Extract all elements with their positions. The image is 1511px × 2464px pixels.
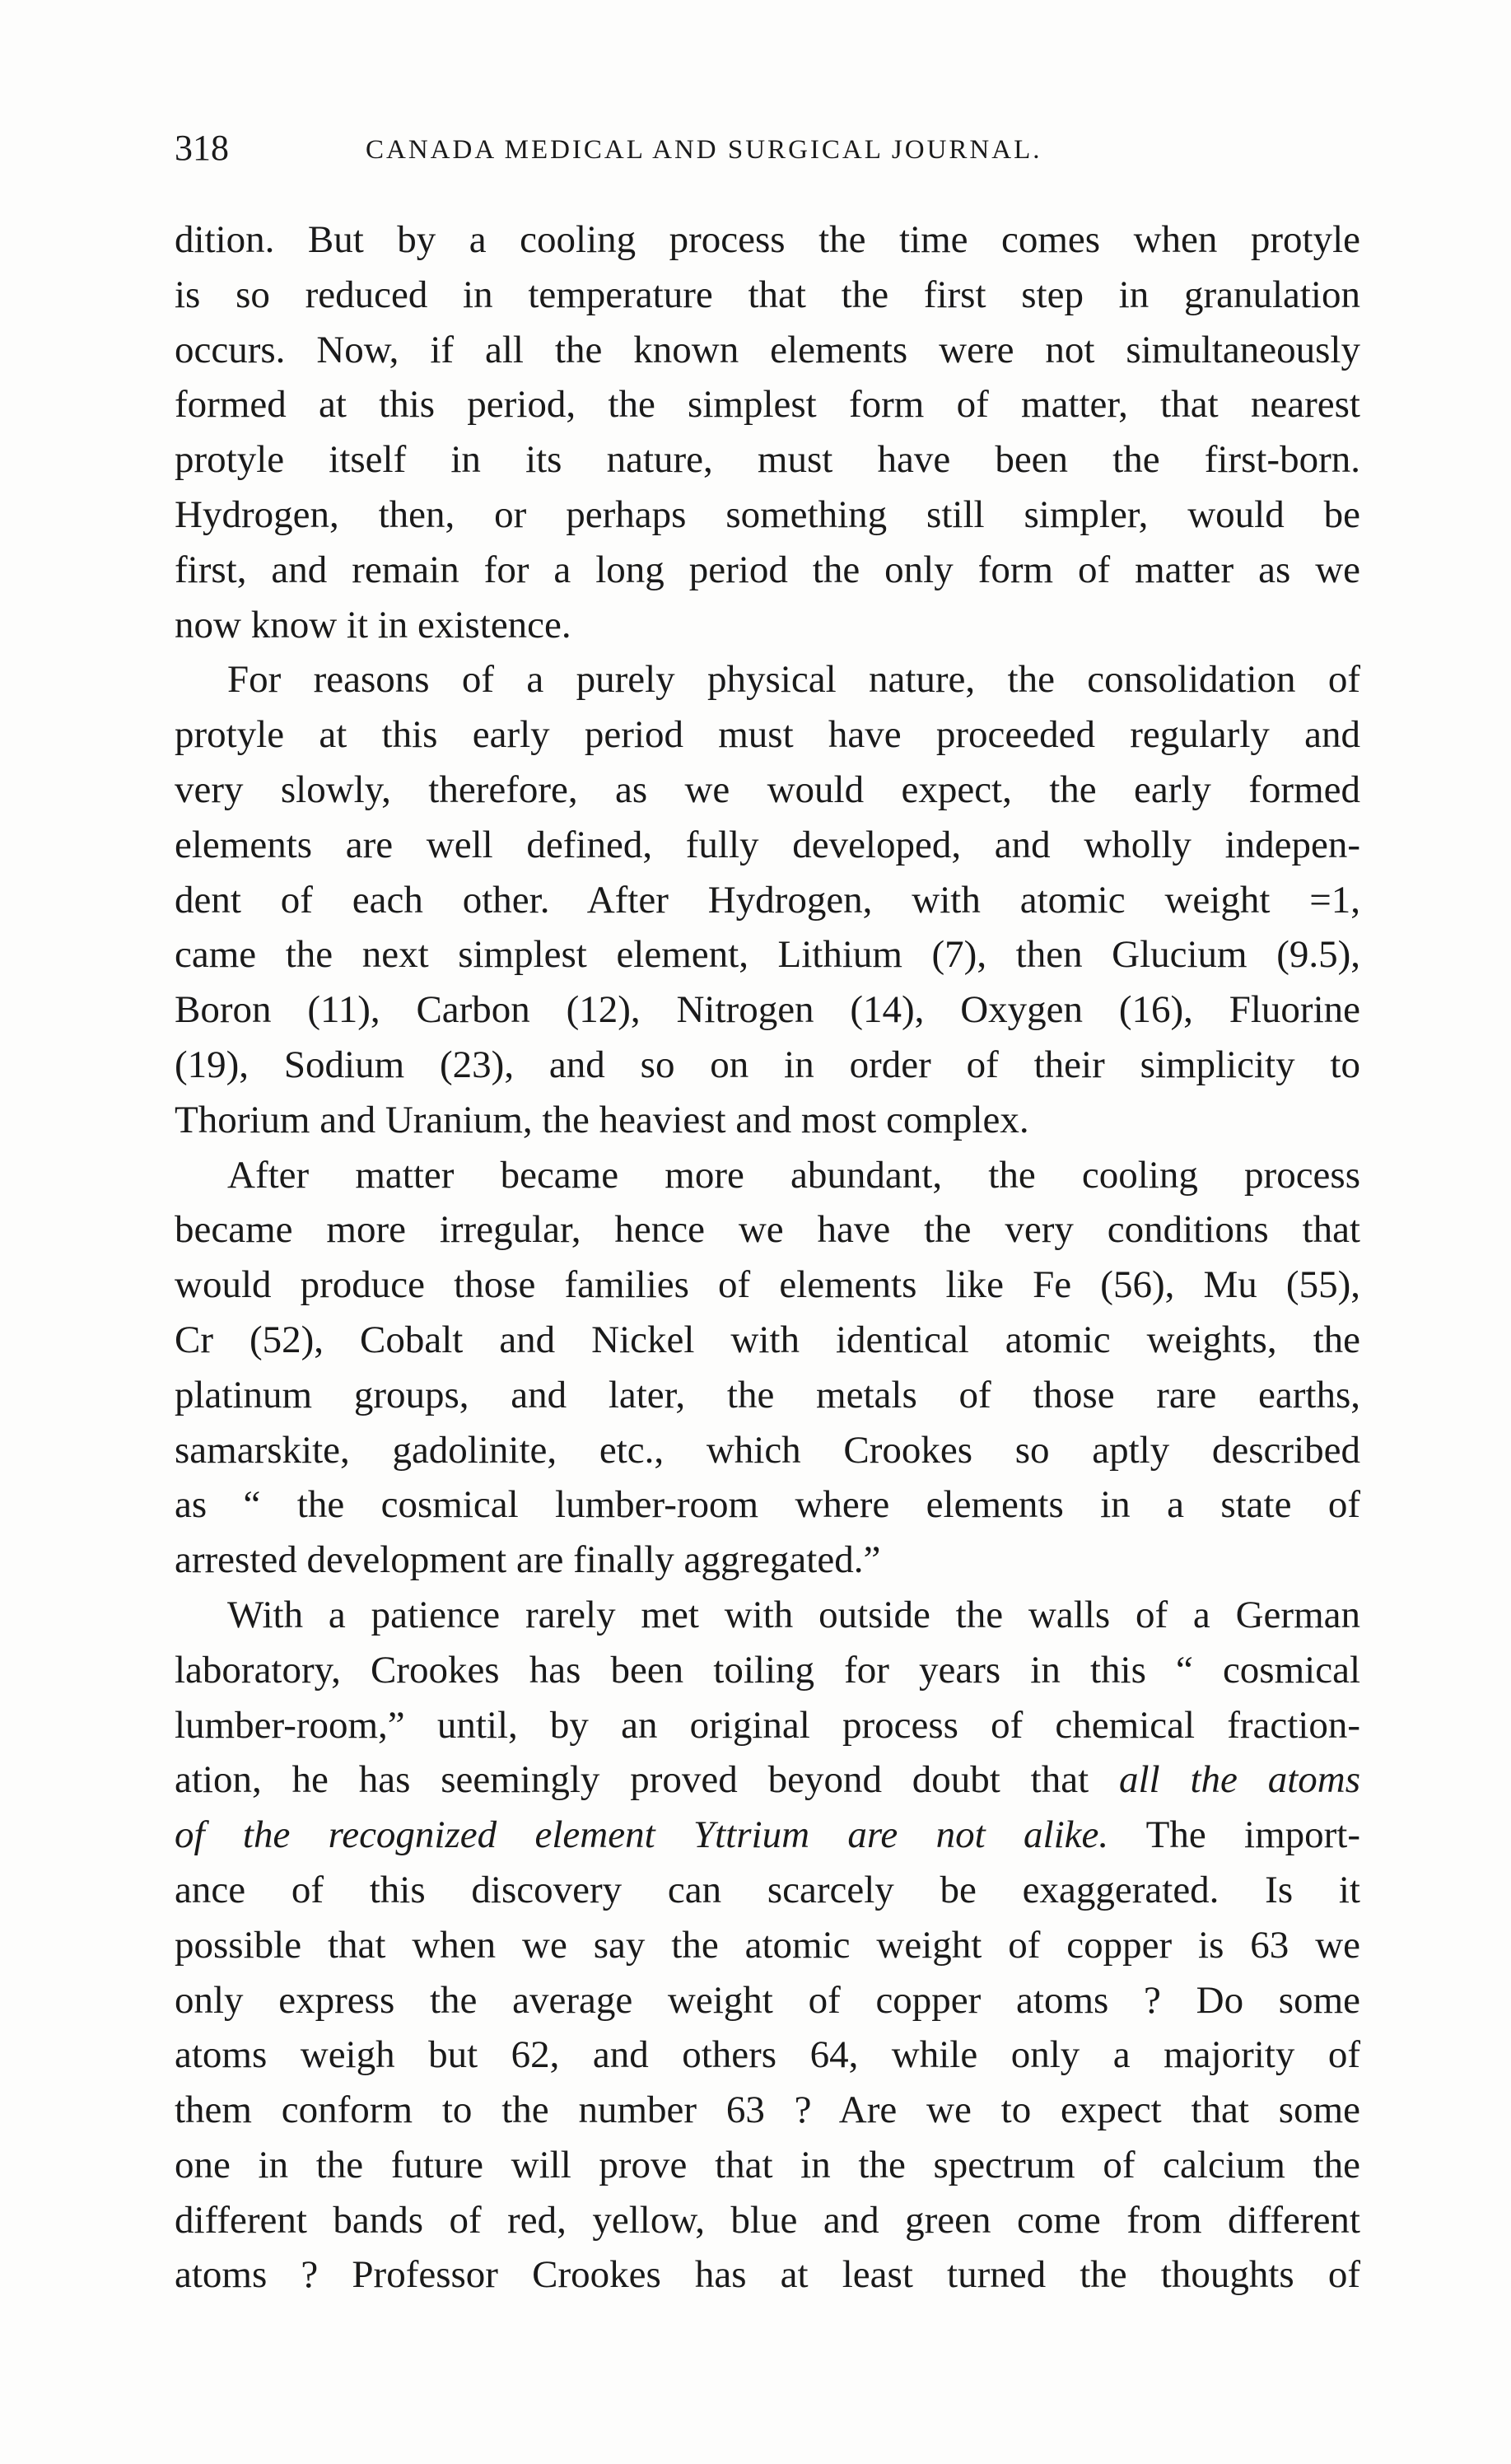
text-line <box>175 1808 1360 1863</box>
paragraph-start-line: After matter became more abundant, the cooling process <box>227 1153 1360 1197</box>
text-line: occurs. Now, if all the known elements were not simultaneously <box>175 328 1360 371</box>
text-line: one in the future will prove that in the spectrum of calcium the <box>175 2143 1360 2186</box>
running-head <box>175 124 1360 173</box>
text-line: is so reduced in temperature that the first step in granulation <box>175 273 1360 316</box>
text-line: as “ the cosmical lumber-room where elements in a state of <box>175 1483 1360 1527</box>
text-segment: ation, he has seemingly proved beyond doubt that <box>175 1758 1119 1802</box>
text-line: would produce those families of elements like Fe (56), Mu (55), <box>175 1263 1360 1307</box>
text-line: possible that when we say the atomic weight of copper is 63 we <box>175 1923 1360 1967</box>
body-text <box>175 212 1360 2303</box>
journal-title: CANADA MEDICAL AND SURGICAL JOURNAL. <box>366 135 1042 165</box>
italic-emphasis: of the recognized element Yttrium are not alike. <box>175 1813 1109 1857</box>
text-line: Boron (11), Carbon (12), Nitrogen (14), Oxygen (16), Fluorine <box>175 988 1360 1032</box>
text-line: came the next simplest element, Lithium (7), then Glucium (9.5), <box>175 933 1360 977</box>
text-line: Cr (52), Cobalt and Nickel with identical atomic weights, the <box>175 1318 1360 1361</box>
text-line: protyle at this early period must have proceeded regularly and <box>175 713 1360 757</box>
paragraph-start-line: With a patience rarely met with outside the walls of a German <box>227 1593 1360 1636</box>
text-line: only express the average weight of copper atoms ? Do some <box>175 1978 1360 2022</box>
text-line: atoms weigh but 62, and others 64, while only a majority of <box>175 2033 1360 2077</box>
text-line: (19), Sodium (23), and so on in order of their simplicity to <box>175 1043 1360 1086</box>
text-line: samarskite, gadolinite, etc., which Crookes so aptly described <box>175 1428 1360 1472</box>
page-number: 318 <box>175 128 229 168</box>
text-line: different bands of red, yellow, blue and green come from different <box>175 2198 1360 2242</box>
text-line: very slowly, therefore, as we would expect, the early formed <box>175 768 1360 811</box>
text-line <box>175 1752 1360 1808</box>
text-line: elements are well defined, fully developed, and wholly indepen- <box>175 823 1360 866</box>
text-line: became more irregular, hence we have the very conditions that <box>175 1208 1360 1252</box>
text-line: dent of each other. After Hydrogen, with atomic weight =1, <box>175 878 1360 922</box>
text-line: dition. But by a cooling process the time comes when protyle <box>175 218 1360 261</box>
text-line: now know it in existence. <box>175 603 571 646</box>
text-line: arrested development are finally aggregated.” <box>175 1538 881 1582</box>
text-line: first, and remain for a long period the only form of matter as we <box>175 548 1360 591</box>
text-line: Hydrogen, then, or perhaps something still simpler, would be <box>175 492 1360 536</box>
text-line: protyle itself in its nature, must have been the first-born. <box>175 438 1360 482</box>
text-line: atoms ? Professor Crookes has at least turned the thoughts of <box>175 2253 1360 2297</box>
paragraph-start-line: For reasons of a purely physical nature, the consolidation of <box>227 658 1360 702</box>
text-segment: The import- <box>1108 1813 1360 1857</box>
text-line: them conform to the number 63 ? Are we to expect that some <box>175 2088 1360 2132</box>
text-line: formed at this period, the simplest form of matter, that nearest <box>175 383 1360 427</box>
italic-emphasis: all the atoms <box>1119 1758 1360 1802</box>
text-line: ance of this discovery can scarcely be exaggerated. Is it <box>175 1868 1360 1911</box>
text-line: lumber-room,” until, by an original process of chemical fraction- <box>175 1703 1360 1747</box>
text-line: Thorium and Uranium, the heaviest and most complex. <box>175 1098 1029 1141</box>
text-line: platinum groups, and later, the metals of those rare earths, <box>175 1373 1360 1416</box>
text-line: laboratory, Crookes has been toiling for years in this “ cosmical <box>175 1648 1360 1692</box>
